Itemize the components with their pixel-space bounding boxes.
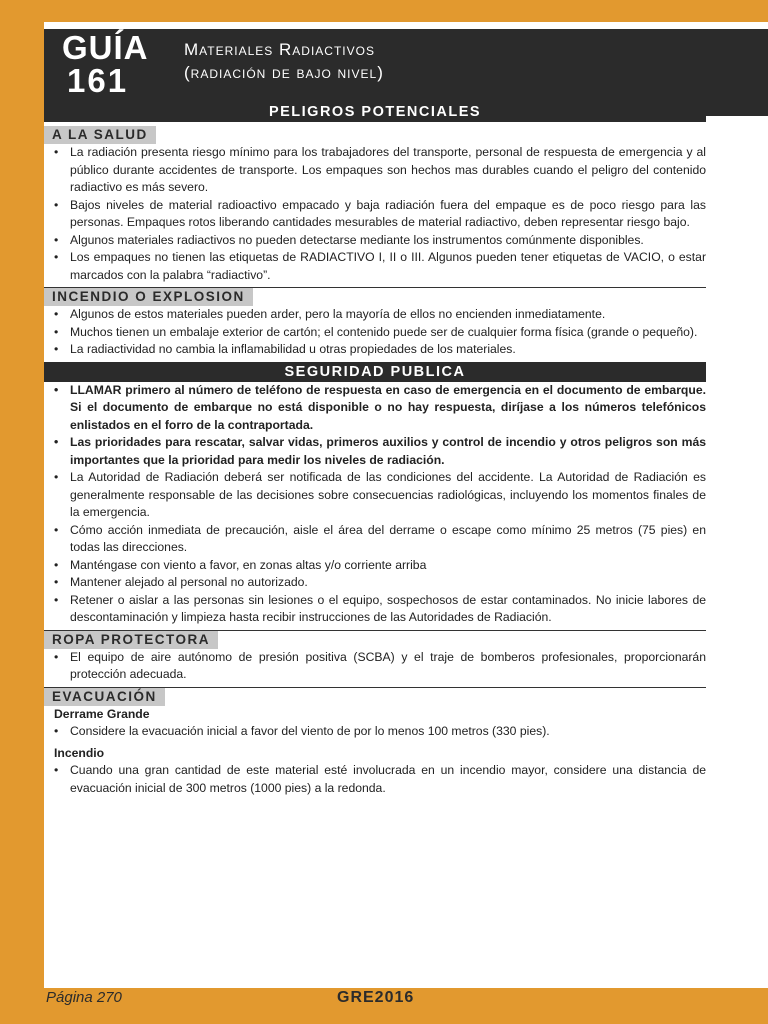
- list-item: • Algunos materiales radiactivos no pueden detectarse mediante los instrumentos comúnmente disponibles.: [44, 232, 706, 250]
- list-item: • Considere la evacuación inicial a favor del viento de por lo menos 100 metros (330 pies).: [44, 723, 706, 741]
- section-peligros-title: PELIGROS POTENCIALES: [44, 102, 706, 122]
- list-item: • Muchos tienen un embalaje exterior de cartón; el contenido puede ser de cualquier forma física (grande o pequeño).: [44, 324, 706, 342]
- evac-incendio-list: [44, 762, 706, 797]
- guide-number: 161: [67, 62, 129, 99]
- list-item: • Algunos de estos materiales pueden arder, pero la mayoría de ellos no encienden inmediatamente.: [44, 306, 706, 324]
- list-item: • Los empaques no tienen las etiquetas de RADIACTIVO I, II o III. Algunos pueden tener etiquetas de VACIO, o estar marcados con la palabra “radiactivo”.: [44, 249, 706, 284]
- subsection-evacuacion-heading: EVACUACIÓN: [44, 688, 165, 706]
- subsection-ropa-heading: ROPA PROTECTORA: [44, 631, 218, 649]
- guide-title-line2: (radiación de bajo nivel): [184, 63, 384, 82]
- guide-page: [44, 22, 768, 988]
- derrame-label: Derrame Grande: [54, 706, 150, 721]
- list-item: • Cómo acción inmediata de precaución, aisle el área del derrame o escape como mínimo 25 metros (75 pies) en todas las direcciones.: [44, 522, 706, 557]
- guide-label: GUÍA: [62, 29, 149, 66]
- derrame-list: [44, 723, 706, 741]
- list-item: • La radiación presenta riesgo mínimo para los trabajadores del transporte, personal de respuesta de emergencia y al público durante accidentes de transporte. Los empaques son hechos mas durables cuando el peligro del contenido radiactivo es más severo.: [44, 144, 706, 197]
- salud-list: [44, 144, 706, 284]
- page-number: Página 270: [46, 989, 122, 1006]
- list-item: • Manténgase con viento a favor, en zonas altas y/o corriente arriba: [44, 557, 706, 575]
- subsection-evacuacion: [44, 687, 706, 798]
- list-item: • Cuando una gran cantidad de este material esté involucrada en un incendio mayor, considere una distancia de evacuación inicial de 300 metros (1000 pies) a la redonda.: [44, 762, 706, 797]
- subsection-salud: [44, 126, 706, 284]
- subsection-incendio: [44, 287, 706, 359]
- list-item: • La radiactividad no cambia la inflamabilidad u otras propiedades de los materiales.: [44, 341, 706, 359]
- subsection-incendio-heading: INCENDIO O EXPLOSION: [44, 288, 253, 306]
- subsection-ropa: [44, 630, 706, 684]
- list-item: • LLAMAR primero al número de teléfono de respuesta en caso de emergencia en el documento de embarque. Si el documento de embarque no está disponible o no hay respuesta, diríjase a los números telefónicos enlistados en el forro de la contraportada.: [44, 382, 706, 435]
- incendio-label: Incendio: [54, 745, 105, 760]
- incendio-list: [44, 306, 706, 359]
- seguridad-list: [44, 382, 706, 627]
- guide-content: [44, 102, 706, 797]
- subsection-salud-heading: A LA SALUD: [44, 126, 156, 144]
- edition-label: GRE2016: [337, 989, 415, 1006]
- list-item: • Mantener alejado al personal no autorizado.: [44, 574, 706, 592]
- list-item: • Retener o aislar a las personas sin lesiones o el equipo, sospechosos de estar contaminados. No inicie labores de descontaminación y limpieza hasta recibir instrucciones de las Autoridades de Radiación.: [44, 592, 706, 627]
- guide-title-line1: Materiales Radiactivos: [184, 40, 375, 59]
- ropa-list: [44, 649, 706, 684]
- list-item: • El equipo de aire autónomo de presión positiva (SCBA) y el traje de bomberos profesionales, proporcionarán protección adecuada.: [44, 649, 706, 684]
- section-seguridad-title: SEGURIDAD PUBLICA: [44, 362, 706, 382]
- list-item: • Bajos niveles de material radioactivo empacado y baja radiación fuera del empaque es de poco riesgo para las personas. Empaques rotos liberando cantidades mesurables de material radiactivo, deben representar riesgo bajo.: [44, 197, 706, 232]
- list-item: • La Autoridad de Radiación deberá ser notificada de las condiciones del accidente. La Autoridad de Radiación es generalmente responsable de las decisiones sobre consecuencias radiológicas, incluyendo los momentos finales de la emergencia.: [44, 469, 706, 522]
- list-item: • Las prioridades para rescatar, salvar vidas, primeros auxilios y control de incendio y otros peligros son más importantes que la prioridad para medir los niveles de radiación.: [44, 434, 706, 469]
